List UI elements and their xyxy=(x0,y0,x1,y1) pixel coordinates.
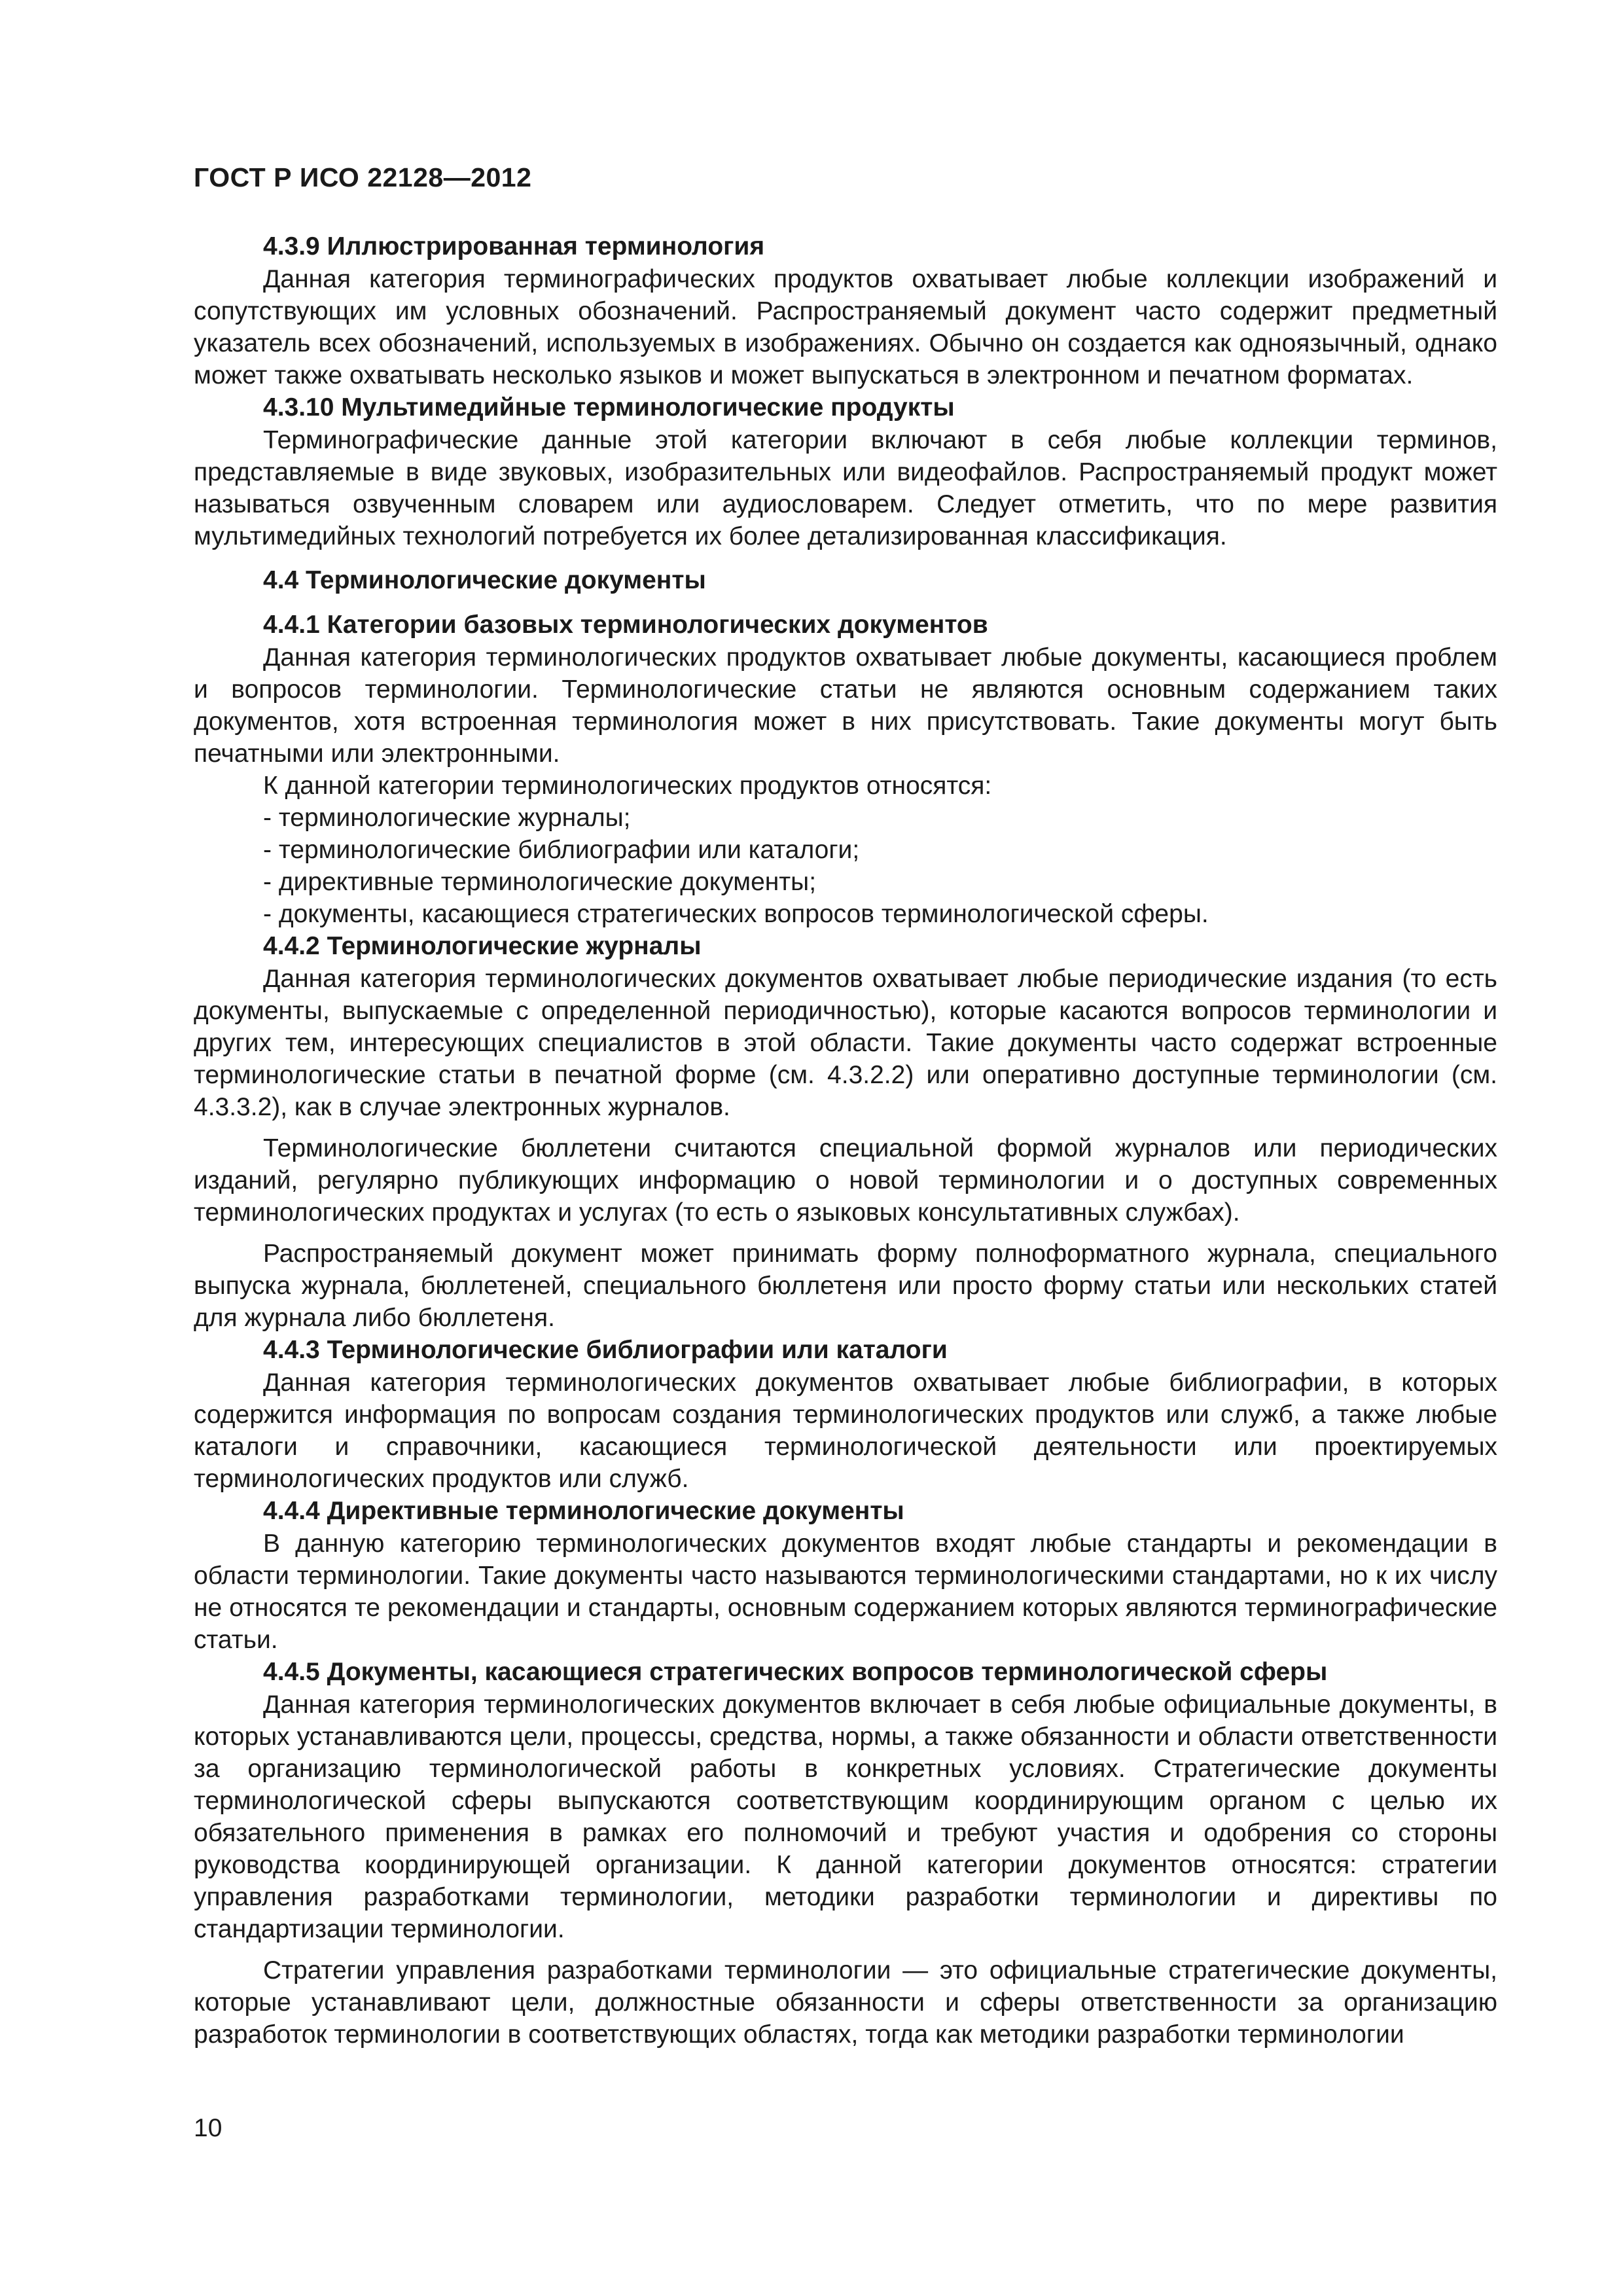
section-heading-4-3-10: 4.3.10 Мультимедийные терминологические продукты xyxy=(263,393,955,422)
section-heading-4-4-1: 4.4.1 Категории базовых терминологических документов xyxy=(263,611,988,639)
paragraph: К данной категории терминологических продуктов относятся: xyxy=(263,772,992,800)
list-item: - терминологические библиографии или каталоги; xyxy=(263,834,1497,866)
paragraph: Терминологические бюллетени считаются специальной формой журналов или периодических изданий, регулярно публикующих информацию о новой терминологии и о доступных современных терминологических продуктах и услугах (то есть о языковых консультативных службах). xyxy=(194,1134,1497,1227)
paragraph: Данная категория терминологических документов охватывает любые библиографии, в которых содержится информация по вопросам создания терминологических продуктов или служб, а также любые каталоги и справочники, касающиеся терминологической деятельности или проектируемых терминологических продуктов или служб. xyxy=(194,1369,1497,1493)
list-item: - терминологические журналы; xyxy=(263,802,1497,834)
paragraph: Данная категория терминологических документов включает в себя любые официальные документы, в которых устанавливаются цели, процессы, средства, нормы, а также обязанности и области ответственности за организацию терминологической работы в конкретных условиях. Стратегические документы терминологической сферы выпускаются соответствующим координирующим органом с целью их обязательного применения в рамках его полномочий и требуют участия и одобрения со стороны руководства координирующей организации. К данной категории документов относятся: стратегии управления разработками терминологии, методики разработки терминологии и директивы по стандартизации терминологии. xyxy=(194,1691,1497,1943)
document-header: ГОСТ Р ИСО 22128—2012 xyxy=(194,162,532,192)
paragraph: Терминографические данные этой категории включают в себя любые коллекции терминов, представляемые в виде звуковых, изобразительных или видеофайлов. Распространяемый продукт может называться озвученным словарем или аудиословарем. Следует отметить, что по мере развития мультимедийных технологий потребуется их более детализированная классификация. xyxy=(194,426,1497,550)
document-body xyxy=(194,230,1497,2051)
paragraph: Распространяемый документ может принимать форму полноформатного журнала, специального выпуска журнала, бюллетеней, специального бюллетеня или просто форму статьи или нескольких статей для журнала либо бюллетеня. xyxy=(194,1240,1497,1332)
paragraph: Стратегии управления разработками терминологии — это официальные стратегические документы, которые устанавливают цели, должностные обязанности и сферы ответственности за организацию разработок терминологии в соответствующих областях, тогда как методики разработки терминологии xyxy=(194,1956,1497,2049)
list-item: - директивные терминологические документы; xyxy=(263,866,1497,898)
section-heading-4-4-2: 4.4.2 Терминологические журналы xyxy=(263,932,702,960)
list-item: - документы, касающиеся стратегических вопросов терминологической сферы. xyxy=(263,898,1497,930)
section-heading-4-4-5: 4.4.5 Документы, касающиеся стратегических вопросов терминологической сферы xyxy=(263,1658,1328,1686)
section-heading-4-4: 4.4 Терминологические документы xyxy=(263,566,706,594)
section-heading-4-3-9: 4.3.9 Иллюстрированная терминология xyxy=(263,232,765,260)
page-number: 10 xyxy=(194,2114,223,2142)
section-heading-4-4-4: 4.4.4 Директивные терминологические документы xyxy=(263,1497,904,1525)
section-heading-4-4-3: 4.4.3 Терминологические библиографии или каталоги xyxy=(263,1336,948,1364)
paragraph: Данная категория терминографических продуктов охватывает любые коллекции изображений и сопутствующих им условных обозначений. Распространяемый документ часто содержит предметный указатель всех обозначений, используемых в изображениях. Обычно он создается как одноязычный, однако может также охватывать несколько языков и может выпускаться в электронном и печатном форматах. xyxy=(194,265,1497,389)
paragraph: Данная категория терминологических документов охватывает любые периодические издания (то есть документы, выпускаемые с определенной периодичностью), которые касаются вопросов терминологии и других тем, интересующих специалистов в этой области. Такие документы часто содержат встроенные терминологические статьи в печатной форме (см. 4.3.2.2) или оперативно доступные терминологии (см. 4.3.3.2), как в случае электронных журналов. xyxy=(194,965,1497,1121)
paragraph: В данную категорию терминологических документов входят любые стандарты и рекомендации в области терминологии. Такие документы часто называются терминологическими стандартами, но к их числу не относятся те рекомендации и стандарты, основным содержанием которых являются терминографические статьи. xyxy=(194,1530,1497,1654)
product-list xyxy=(194,802,1497,930)
paragraph: Данная категория терминологических продуктов охватывает любые документы, касающиеся проблем и вопросов терминологии. Терминологические статьи не являются основным содержанием таких документов, хотя встроенная терминология может в них присутствовать. Такие документы могут быть печатными или электронными. xyxy=(194,643,1497,768)
